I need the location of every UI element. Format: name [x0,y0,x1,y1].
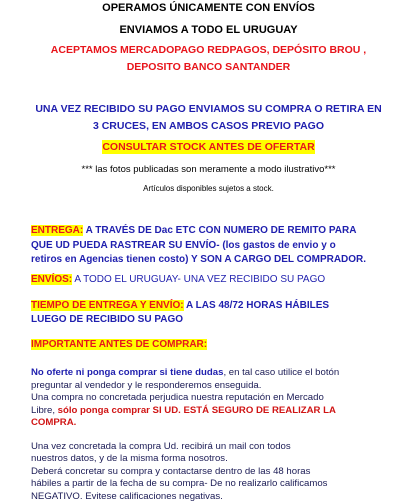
shipping-section [31,274,325,285]
header-line-1: OPERAMOS ÚNICAMENTE CON ENVÍOS [0,2,417,14]
header-line-2: ENVIAMOS A TODO EL URUGUAY [0,24,417,36]
photos-notice: *** las fotos publicadas son meramente a modo ilustrativo*** [0,164,417,175]
delivery-text-1: A TRAVÉS DE Dac ETC CON NUMERO DE REMITO PARA [86,225,357,236]
availability-notice: Artículos disponibles sujetos a stock. [0,184,417,193]
delivery-label: ENTREGA: [31,225,83,236]
notes-p2-red: sólo ponga comprar SI UD. ESTÁ SEGURO DE REALIZAR LA [58,405,336,416]
after-payment-line-1: UNA VEZ RECIBIDO SU PAGO ENVIAMOS SU COMPRA O RETIRA EN [0,103,417,115]
notes-p2-line1: Una compra no concretada perjudica nuestra reputación en Mercado [31,392,339,405]
delivery-text-3: retiros en Agencias tienen costo) Y SON A CARGO DEL COMPRADOR. [31,253,366,268]
notes-section [31,367,339,503]
delivery-text-2: QUE UD PUEDA RASTREAR SU ENVÍO- (los gastos de envio y o [31,239,366,254]
after-payment-line-2: 3 CRUCES, EN AMBOS CASOS PREVIO PAGO [0,120,417,132]
important-section [31,339,207,350]
timing-text-2: LUEGO DE RECIBIDO SU PAGO [31,313,329,327]
payment-line-1: ACEPTAMOS MERCADOPAGO REDPAGOS, DEPÓSITO BROU , [0,44,417,56]
notes-p2-line3: COMPRA. [31,417,339,430]
notes-p1-blue: No oferte ni ponga comprar si tiene dudas [31,367,223,378]
payment-line-2: DEPOSITO BANCO SANTANDER [0,61,417,73]
notes-p1-line2: preguntar al vendedor y le responderemos enseguida. [31,380,339,393]
notes-p3-line2: nuestros datos, y de la misma forma nosotros. [31,453,339,466]
notes-p2-line2-a: Libre, [31,405,58,416]
delivery-section [31,224,366,268]
notes-p3-line1: Una vez concretada la compra Ud. recibirá un mail con todos [31,441,339,454]
timing-text-1: A LAS 48/72 HORAS HÁBILES [186,300,329,311]
consult-stock-block [0,141,417,153]
shipping-label: ENVÍOS: [31,274,72,285]
notes-p4-line1: Deberá concretar su compra y contactarse dentro de las 48 horas [31,466,339,479]
important-label: IMPORTANTE ANTES DE COMPRAR: [31,339,207,350]
notes-p4-line3: NEGATIVO. Evitese calificaciones negativas. [31,491,339,503]
timing-section [31,299,329,327]
timing-label: TIEMPO DE ENTREGA Y ENVÍO: [31,300,184,311]
notes-p4-line2: hábiles a partir de la fecha de su compra- De no realizarlo calificamos [31,478,339,491]
consult-stock-notice: CONSULTAR STOCK ANTES DE OFERTAR [102,140,314,154]
notes-p1-rest: , en tal caso utilice el botón [223,367,339,378]
shipping-text: A TODO EL URUGUAY- UNA VEZ RECIBIDO SU PAGO [74,274,325,285]
